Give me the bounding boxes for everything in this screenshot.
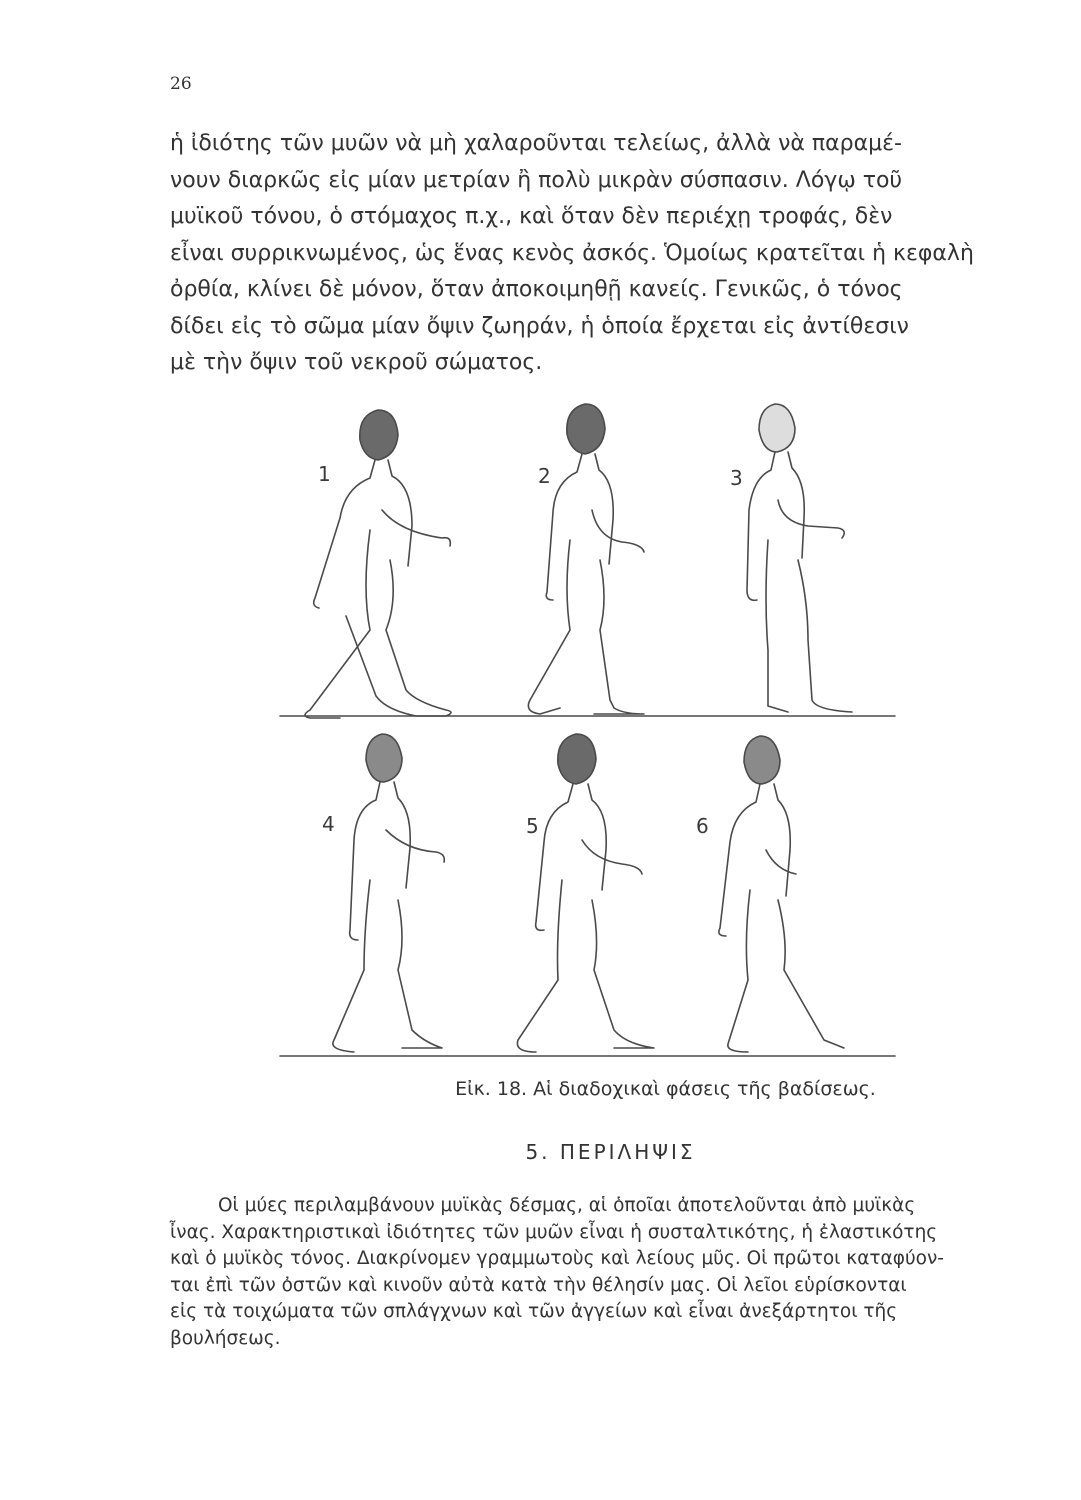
figure-label-1: 1 [318,462,331,486]
summary-line: Οἱ μύες περιλαμβάνουν μυϊκὰς δέσμας, αἱ ὁποῖαι ἀποτελοῦνται ἀπὸ μυϊκὰς [218,1195,916,1216]
walker-figure-4 [333,734,444,1052]
page-number: 26 [170,74,192,94]
paragraph-line: εἶναι συρρικνωμένος, ὡς ἕνας κενὸς ἀσκός. Ὁμοίως κρατεῖται ἡ κεφαλὴ [170,240,974,266]
summary-paragraph [170,1193,1010,1352]
walking-phases-illustration [270,380,910,1070]
paragraph-line: δίδει εἰς τὸ σῶμα μίαν ὄψιν ζωηράν, ἡ ὁποία ἔρχεται εἰς ἀντίθεσιν [170,313,909,339]
paragraph-line: ὀρθία, κλίνει δὲ μόνον, ὅταν ἀποκοιμηθῇ κανείς. Γενικῶς, ὁ τόνος [170,277,903,302]
summary-line: καὶ ὁ μυϊκὸς τόνος. Διακρίνομεν γραμμωτοὺς καὶ λείους μῦς. Οἱ πρῶτοι καταφύον- [170,1248,944,1269]
paragraph-line: μὲ τὴν ὄψιν τοῦ νεκροῦ σώματος. [170,350,543,375]
summary-line: ἶνας. Χαρακτηριστικαὶ ἰδιότητες τῶν μυῶν εἶναι ἡ συσταλτικότης, ἡ ἐλαστικότης [170,1221,938,1243]
paragraph-line: νουν διαρκῶς εἰς μίαν μετρίαν ἢ πολὺ μικρὰν σύσπασιν. Λόγῳ τοῦ [170,167,903,193]
section-title-text: 5. ΠΕΡΙΛΗΨΙΣ [525,1140,696,1164]
figure-caption [0,1078,1081,1100]
figure-label-4: 4 [322,812,335,836]
summary-line: βουλήσεως. [170,1327,281,1349]
walker-figure-2 [528,404,644,714]
walking-phases-figure [270,380,910,1070]
paragraph-line: ἡ ἰδιότης τῶν μυῶν νὰ μὴ χαλαροῦνται τελείως, ἀλλὰ νὰ παραμέ- [170,131,902,156]
summary-line: ται ἐπὶ τῶν ὀστῶν καὶ κινοῦν αὐτὰ κατὰ τὴν θέλησίν μας. Οἱ λεῖοι εὑρίσκονται [170,1274,907,1296]
summary-line: εἰς τὰ τοιχώματα τῶν σπλάγχνων καὶ τῶν ἀγγείων καὶ εἶναι ἀνεξάρτητοι τῆς [170,1301,898,1322]
walker-figure-1 [305,410,451,718]
walker-figure-3 [747,404,852,712]
walker-figure-5 [517,734,654,1052]
paragraph-line: μυϊκοῦ τόνου, ὁ στόμαχος π.χ., καὶ ὅταν δὲν περιέχῃ τροφάς, δὲν [170,204,893,229]
walker-figure-6 [719,736,844,1052]
body-paragraph [170,126,1010,382]
section-title [0,1140,1081,1164]
figure-label-5: 5 [526,814,539,838]
figure-label-2: 2 [538,464,551,488]
figure-label-6: 6 [696,814,709,838]
figure-caption-text: Εἰκ. 18. Αἱ διαδοχικαὶ φάσεις τῆς βαδίσεως. [455,1078,876,1100]
figure-label-3: 3 [730,466,743,490]
